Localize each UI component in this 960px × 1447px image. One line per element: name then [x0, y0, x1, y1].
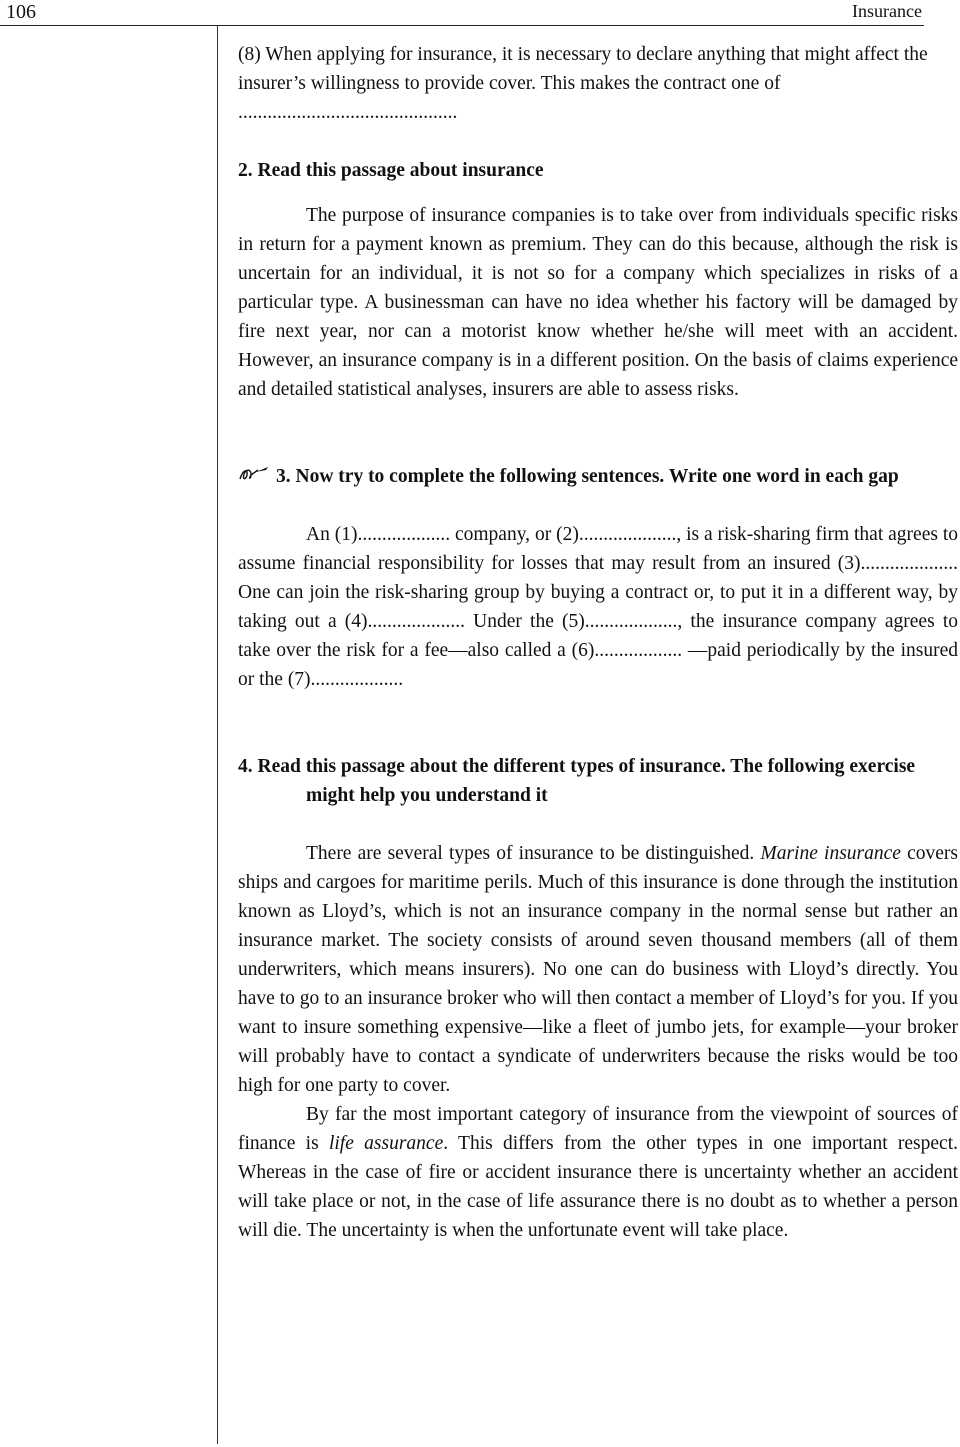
- section-4-p1-after: covers ships and cargoes for maritime perils. Much of this insurance is done through the institution known as Lloyd’s, which is not an insurance company in the normal sense but rather an insurance market. The society consists of around seven thousand members (all of them underwriters, which means insurers). No one can do business with Lloyd’s directly. You have to go to an insurance broker who will then contact a member of Lloyd’s for you. If you want to insure something expensive—like a fleet of jumbo jets, for example—your broker will probably have to contact a syndicate of underwriters because the risks would be too high for one party to cover.: [238, 843, 958, 1096]
- section-4-p1-before: There are several types of insurance to be distinguished.: [306, 843, 761, 864]
- margin-rule: [217, 26, 218, 1444]
- item-8-dots: .............................................: [238, 102, 458, 123]
- section-4-p2-after: . This differs from the other types in one important respect. Whereas in the case of fire or accident insurance there is uncertainty whether an accident will take place or not, in the case of life assurance there is no doubt as to whether a person will die. The uncertainty is when the unfortunate event will take place.: [238, 1133, 959, 1241]
- section-3-paragraph: An (1)................... company, or (2)...................., is a risk-sharing firm that agrees to assume financial responsibility for losses that may result from an insured (3).................... One can join the risk-sharing group by buying a contract or, to put it in a different way, by taking out a (4).................... Under the (5)..................., the insurance company agrees to take over the risk for a fee—also called a (6).................. —paid periodically by the insured or the (7)...................: [238, 524, 958, 690]
- section-4-p2-before: By far the most important category of insurance from the viewpoint of sources of finance is: [238, 1104, 958, 1154]
- section-2-paragraph: The purpose of insurance companies is to take over from individuals specific risks in return for a payment known as premium. They can do this because, although the risk is uncertain for an individual, it is not so for a company which specializes in risks of a particular type. A businessman can have no idea whether his factory will be damaged by fire next year, nor can a motorist know whether he/she will meet with an accident. However, an insurance company is in a different position. On the basis of claims experience and detailed statistical analyses, insurers are able to assess risks.: [238, 205, 958, 400]
- page-header: [0, 0, 960, 26]
- section-4-paragraph-1: [238, 839, 958, 1100]
- section-4-paragraph-2: [238, 1100, 958, 1245]
- marine-insurance-term: Marine insurance: [760, 843, 901, 864]
- pencil-write-icon: [238, 462, 270, 491]
- life-assurance-term: life assurance: [328, 1133, 444, 1154]
- section-3-heading: [238, 462, 958, 491]
- section-3-heading-text: 3. Now try to complete the following sentences. Write one word in each gap: [276, 466, 899, 487]
- page-number: 106: [6, 1, 36, 23]
- item-8: [238, 40, 958, 127]
- page-content: [238, 40, 958, 1245]
- section-4-heading: 4. Read this passage about the different types of insurance. The following exercise might help you understand it: [238, 756, 916, 806]
- running-title: Insurance: [852, 1, 922, 21]
- item-8-text: (8) When applying for insurance, it is necessary to declare anything that might affect the insurer’s willingness to provide cover. This makes the contract one of: [238, 44, 928, 94]
- section-2-heading: 2. Read this passage about insurance: [238, 160, 544, 181]
- header-rule: [0, 25, 924, 26]
